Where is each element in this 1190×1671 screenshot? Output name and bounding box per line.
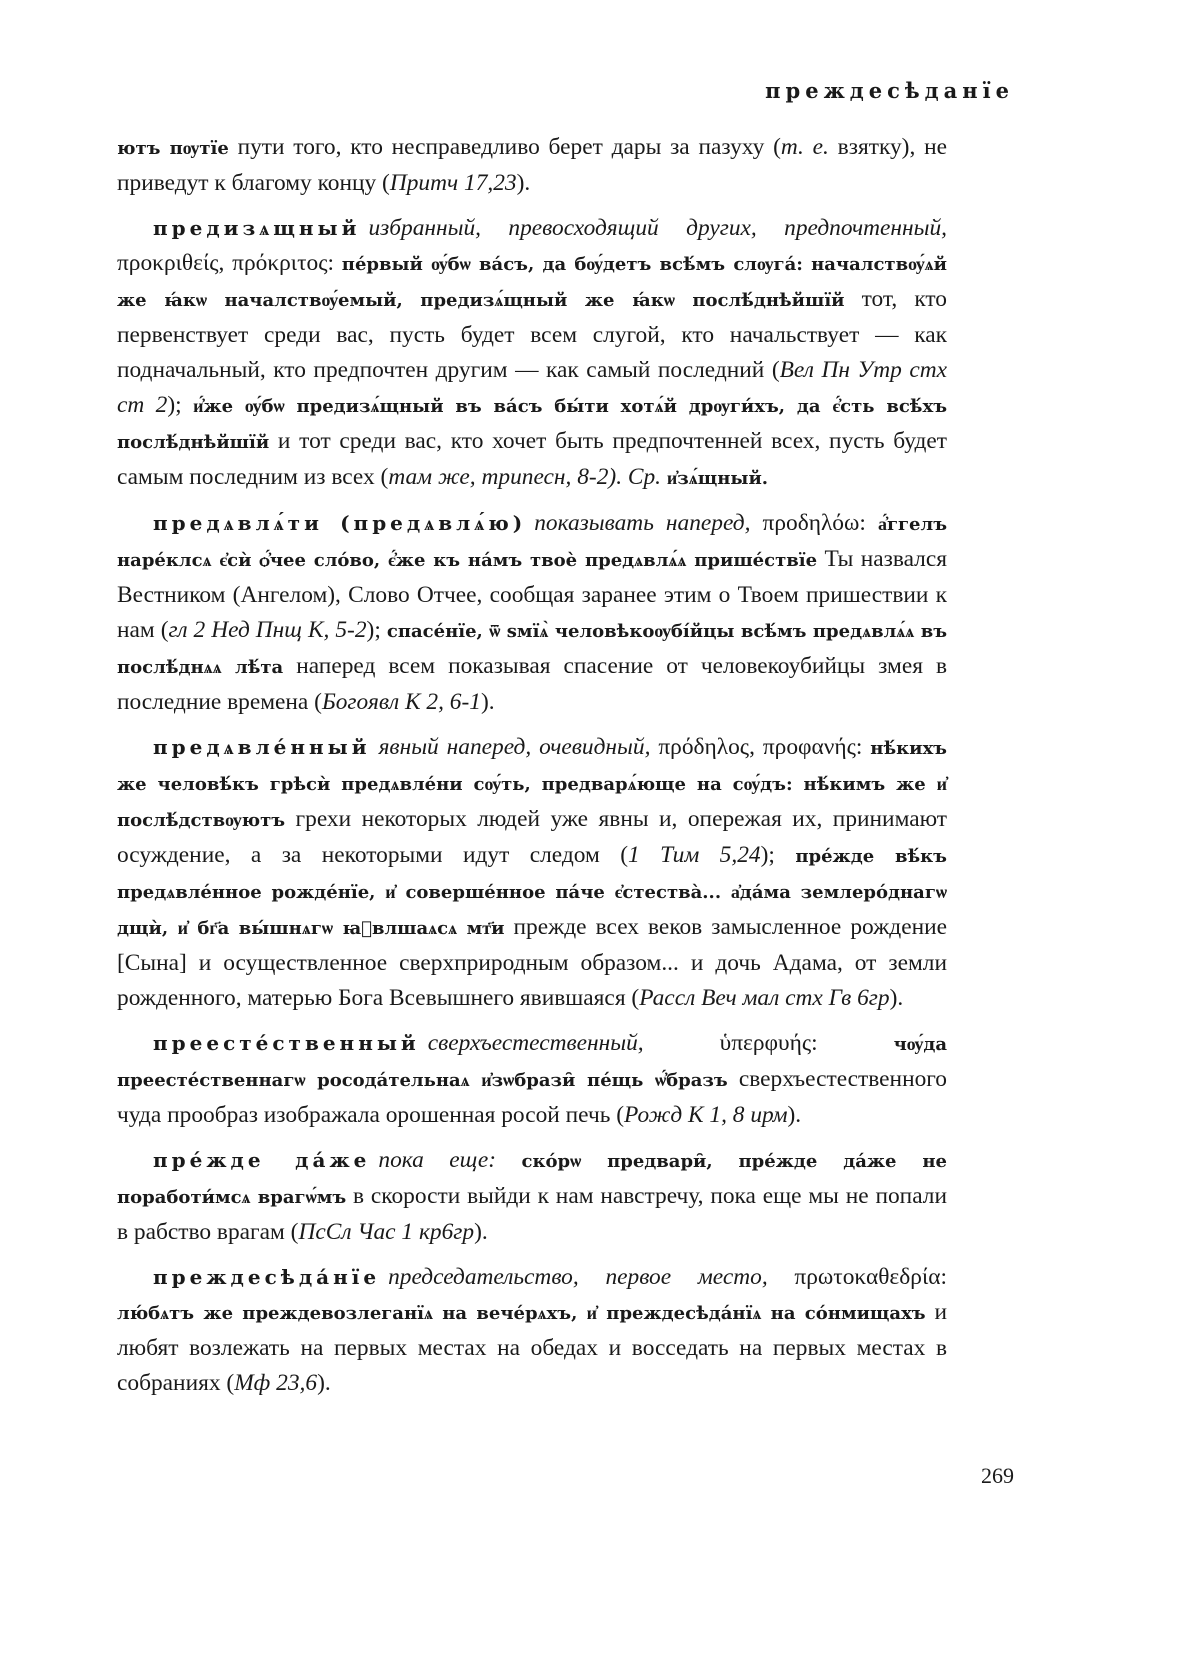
church-slavonic-quote: нѣ́кихъ же человѣ́къ грѣсѝ предѧвлéни сѹ́ть, предварѧ́юще на сѹ́дъ: нѣ́кимъ же и҆ послѣ́дствѹютъ: [117, 738, 947, 831]
greek-equivalent: πρόδηλος, προφανής:: [650, 734, 871, 760]
definition: избранный, превосходящий других, предпочтенный,: [368, 215, 947, 241]
church-slavonic-quote: а҆́ггелъ нарéклсѧ є҆сѝ ѻ҆́чее сло́во, є҆́же къ нáмъ твоѐ предѧвлѧ́ѧ прише́ствїе: [117, 514, 947, 571]
dictionary-entry: [117, 1260, 947, 1401]
greek-equivalent: ὑπερφυής:: [643, 1030, 894, 1056]
translation-text: сверхъестественного чуда прообраз изображала орошенная росой печь (: [117, 1066, 947, 1128]
translation-text: тот, кто первенствует среди вас, пусть будет всем слугой, кто начальствует — как подначальный, кто предпочтен другим — как самый последний (: [117, 286, 947, 383]
citation: 1 Тим 5,24: [628, 842, 761, 868]
citation: Мф 23,6: [234, 1370, 318, 1396]
punctuation: ).: [474, 1219, 488, 1245]
headword: предѧвлéнный: [153, 735, 371, 759]
punctuation: ).: [317, 1370, 331, 1396]
greek-equivalent: πρωτοκαθεδρία:: [767, 1264, 947, 1290]
headword: преестéственный: [153, 1031, 420, 1055]
translation-text: и тот среди вас, кто хочет быть предпочтенней всех, пусть будет самым последним из всех (: [117, 428, 947, 490]
spacer-text: [496, 1147, 521, 1173]
punctuation: );: [167, 392, 194, 418]
greek-equivalent: προκριθείς, πρόκριτος:: [117, 250, 342, 276]
citation: Рожд К 1, 8 ирм: [624, 1102, 788, 1128]
dictionary-entry-continuation: [117, 130, 947, 201]
headword: преждесѣда́нїе: [153, 1265, 381, 1289]
dictionary-entry: [117, 1026, 947, 1133]
cross-reference: и҆зѧ́щный.: [666, 468, 769, 489]
church-slavonic-quote: спасéнїе, ѿ ѕмїѧ̀ человѣкоѹбі́йцы всѣ́мъ предѧвлѧ́ѧ въ послѣ́днѧѧ лѣ́та: [117, 621, 948, 678]
punctuation: );: [760, 842, 796, 868]
citation: Рассл Веч мал стх Гв 6гр: [639, 985, 890, 1011]
citation: ПсСл Час 1 кр6гр: [298, 1219, 475, 1245]
church-slavonic-quote: ско́рѡ предвари̑, прéжде да́же не поработи́мсѧ врагѡ́мъ: [117, 1151, 947, 1208]
translation-text: наперед всем показывая спасение от человекоубийцы змея в последние времена (: [117, 653, 948, 715]
punctuation: ).: [480, 689, 495, 715]
translation-text: прежде всех веков замысленное рождение [Сына] и осуществленное сверхприродным образом... и дочь Адама, от земли рожденного, матерью Бога Всевышнего явившаяся (: [117, 914, 947, 1011]
citation: там же, трипесн, 8-2). Ср.: [388, 464, 662, 490]
gloss: т. е.: [780, 134, 829, 160]
translation-text: Ты назвался Вестником (Ангелом), Слово Отчее, сообщая заранее этим о Твоем пришествии к нам (: [117, 546, 947, 643]
citation: Богоявл К 2, 6-1: [321, 689, 481, 715]
punctuation: );: [366, 617, 387, 643]
punctuation: ).: [889, 985, 904, 1011]
church-slavonic-quote: лю́бѧтъ же преждевозлеганїѧ на вечéрѧхъ, и҆ преждесѣда́нїѧ на со́нмищахъ: [117, 1303, 926, 1324]
translation-text: пути того, кто несправедливо берет дары за пазуху (: [228, 134, 781, 160]
definition: показывать наперед,: [534, 510, 751, 536]
dictionary-text: [117, 130, 947, 1411]
translation-text: взятку), не приведут к благому концу (: [117, 134, 947, 196]
church-slavonic-quote: прéжде вѣ́къ предѧвлéнное рождéнїе, и҆ совершéнное пáче є҆стества̀... а҆да́ма землеро́днагѡ дщѝ, и҆ бг҃а вы́шнѧгѡ ꙗ҆влшаѧсѧ мт҃и: [117, 846, 947, 939]
citation: Притч 17,23: [389, 170, 517, 196]
dictionary-entry: [117, 730, 947, 1016]
greek-equivalent: προδηλόω:: [750, 510, 878, 536]
dictionary-entry: [117, 211, 947, 496]
citation: гл 2 Нед Пнщ К, 5-2: [168, 617, 367, 643]
page-number: 269: [981, 1463, 1014, 1488]
citation: Вел Пн Утр стх ст 2: [117, 357, 947, 418]
punctuation: ).: [516, 170, 531, 196]
headword: предизѧщный: [153, 216, 361, 240]
church-slavonic-quote: и҆́же ѹ́бѡ предизѧ́щный въ вáсъ бы́ти хотѧ́й дрѹги́хъ, да є҆́сть всѣ́хъ послѣ́днѣйшїй: [117, 396, 947, 453]
church-slavonic-quote: чѹ́да преестéственнагѡ росода́тельнаѧ и҆зѡбрази̑ пéщь ѡ҆́бразъ: [117, 1034, 947, 1091]
church-slavonic-quote: ютъ пѹтїе: [117, 138, 229, 159]
running-head: преждесѣданїе: [765, 78, 1014, 103]
church-slavonic-quote: пéрвый ѹ́бѡ вáсъ, да бѹ́детъ всѣ́мъ слѹгá: началствѹ́ѧй же ꙗ́кѡ началствѹ́емый, предизѧ́щный же ꙗ́кѡ послѣ́днѣйшїй: [117, 254, 948, 311]
translation-text: грехи некоторых людей уже явны и, опережая их, принимают осуждение, а за некоторыми идут следом (: [117, 806, 947, 868]
translation-text: и любят возлежать на первых местах на обедах и восседать на первых местах в собраниях (: [117, 1299, 947, 1396]
headword: предѧвлѧ́ти (предѧвлѧ́ю): [153, 511, 527, 535]
definition: председательство, первое место,: [388, 1264, 768, 1290]
punctuation: ).: [787, 1102, 802, 1128]
definition: сверхъестественный,: [427, 1030, 644, 1056]
dictionary-entry: [117, 506, 947, 720]
dictionary-entry: [117, 1143, 947, 1250]
headword: прéжде да́же: [153, 1148, 371, 1172]
definition: пока еще:: [378, 1147, 497, 1173]
definition: явный наперед, очевидный,: [378, 734, 651, 760]
translation-text: в скорости выйди к нам навстречу, пока еще мы не попали в рабство врагам (: [117, 1183, 947, 1245]
